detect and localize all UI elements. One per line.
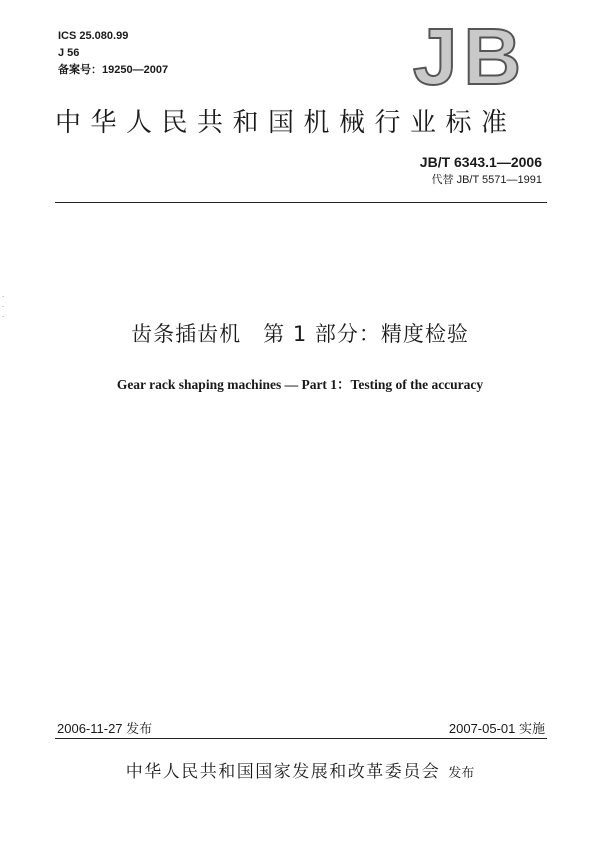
issuer-line	[0, 757, 600, 782]
ics-code: ICS 25.080.99	[58, 30, 129, 42]
class-code: J 56	[58, 47, 80, 59]
record-number: 备案号：19250—2007	[58, 64, 169, 76]
standard-number: JB/T 6343.1—2006	[419, 154, 542, 170]
bottom-divider	[55, 738, 547, 739]
title-english: Gear rack shaping machines — Part 1：Testing of the accuracy	[116, 377, 484, 392]
issue-date: 2006-11-27 发布	[57, 721, 153, 736]
logo-text: JB	[412, 18, 528, 93]
effective-date: 2007-05-01 实施	[448, 721, 545, 736]
scan-margin-marks: . . .	[2, 291, 5, 319]
title-chinese: 齿条插齿机 第 1 部分：精度检验	[131, 322, 469, 346]
meta-block	[58, 28, 168, 79]
replaces-note: 代替 JB/T 5571—1991	[431, 174, 542, 186]
standard-code-block	[420, 152, 542, 188]
issuer-suffix: 发布	[448, 766, 475, 781]
standard-title: 中华人民共和国机械行业标准	[55, 108, 517, 138]
issuer-name: 中华人民共和国国家发展和改革委员会	[125, 762, 441, 782]
jb-logo	[395, 18, 545, 93]
top-divider	[55, 202, 547, 203]
